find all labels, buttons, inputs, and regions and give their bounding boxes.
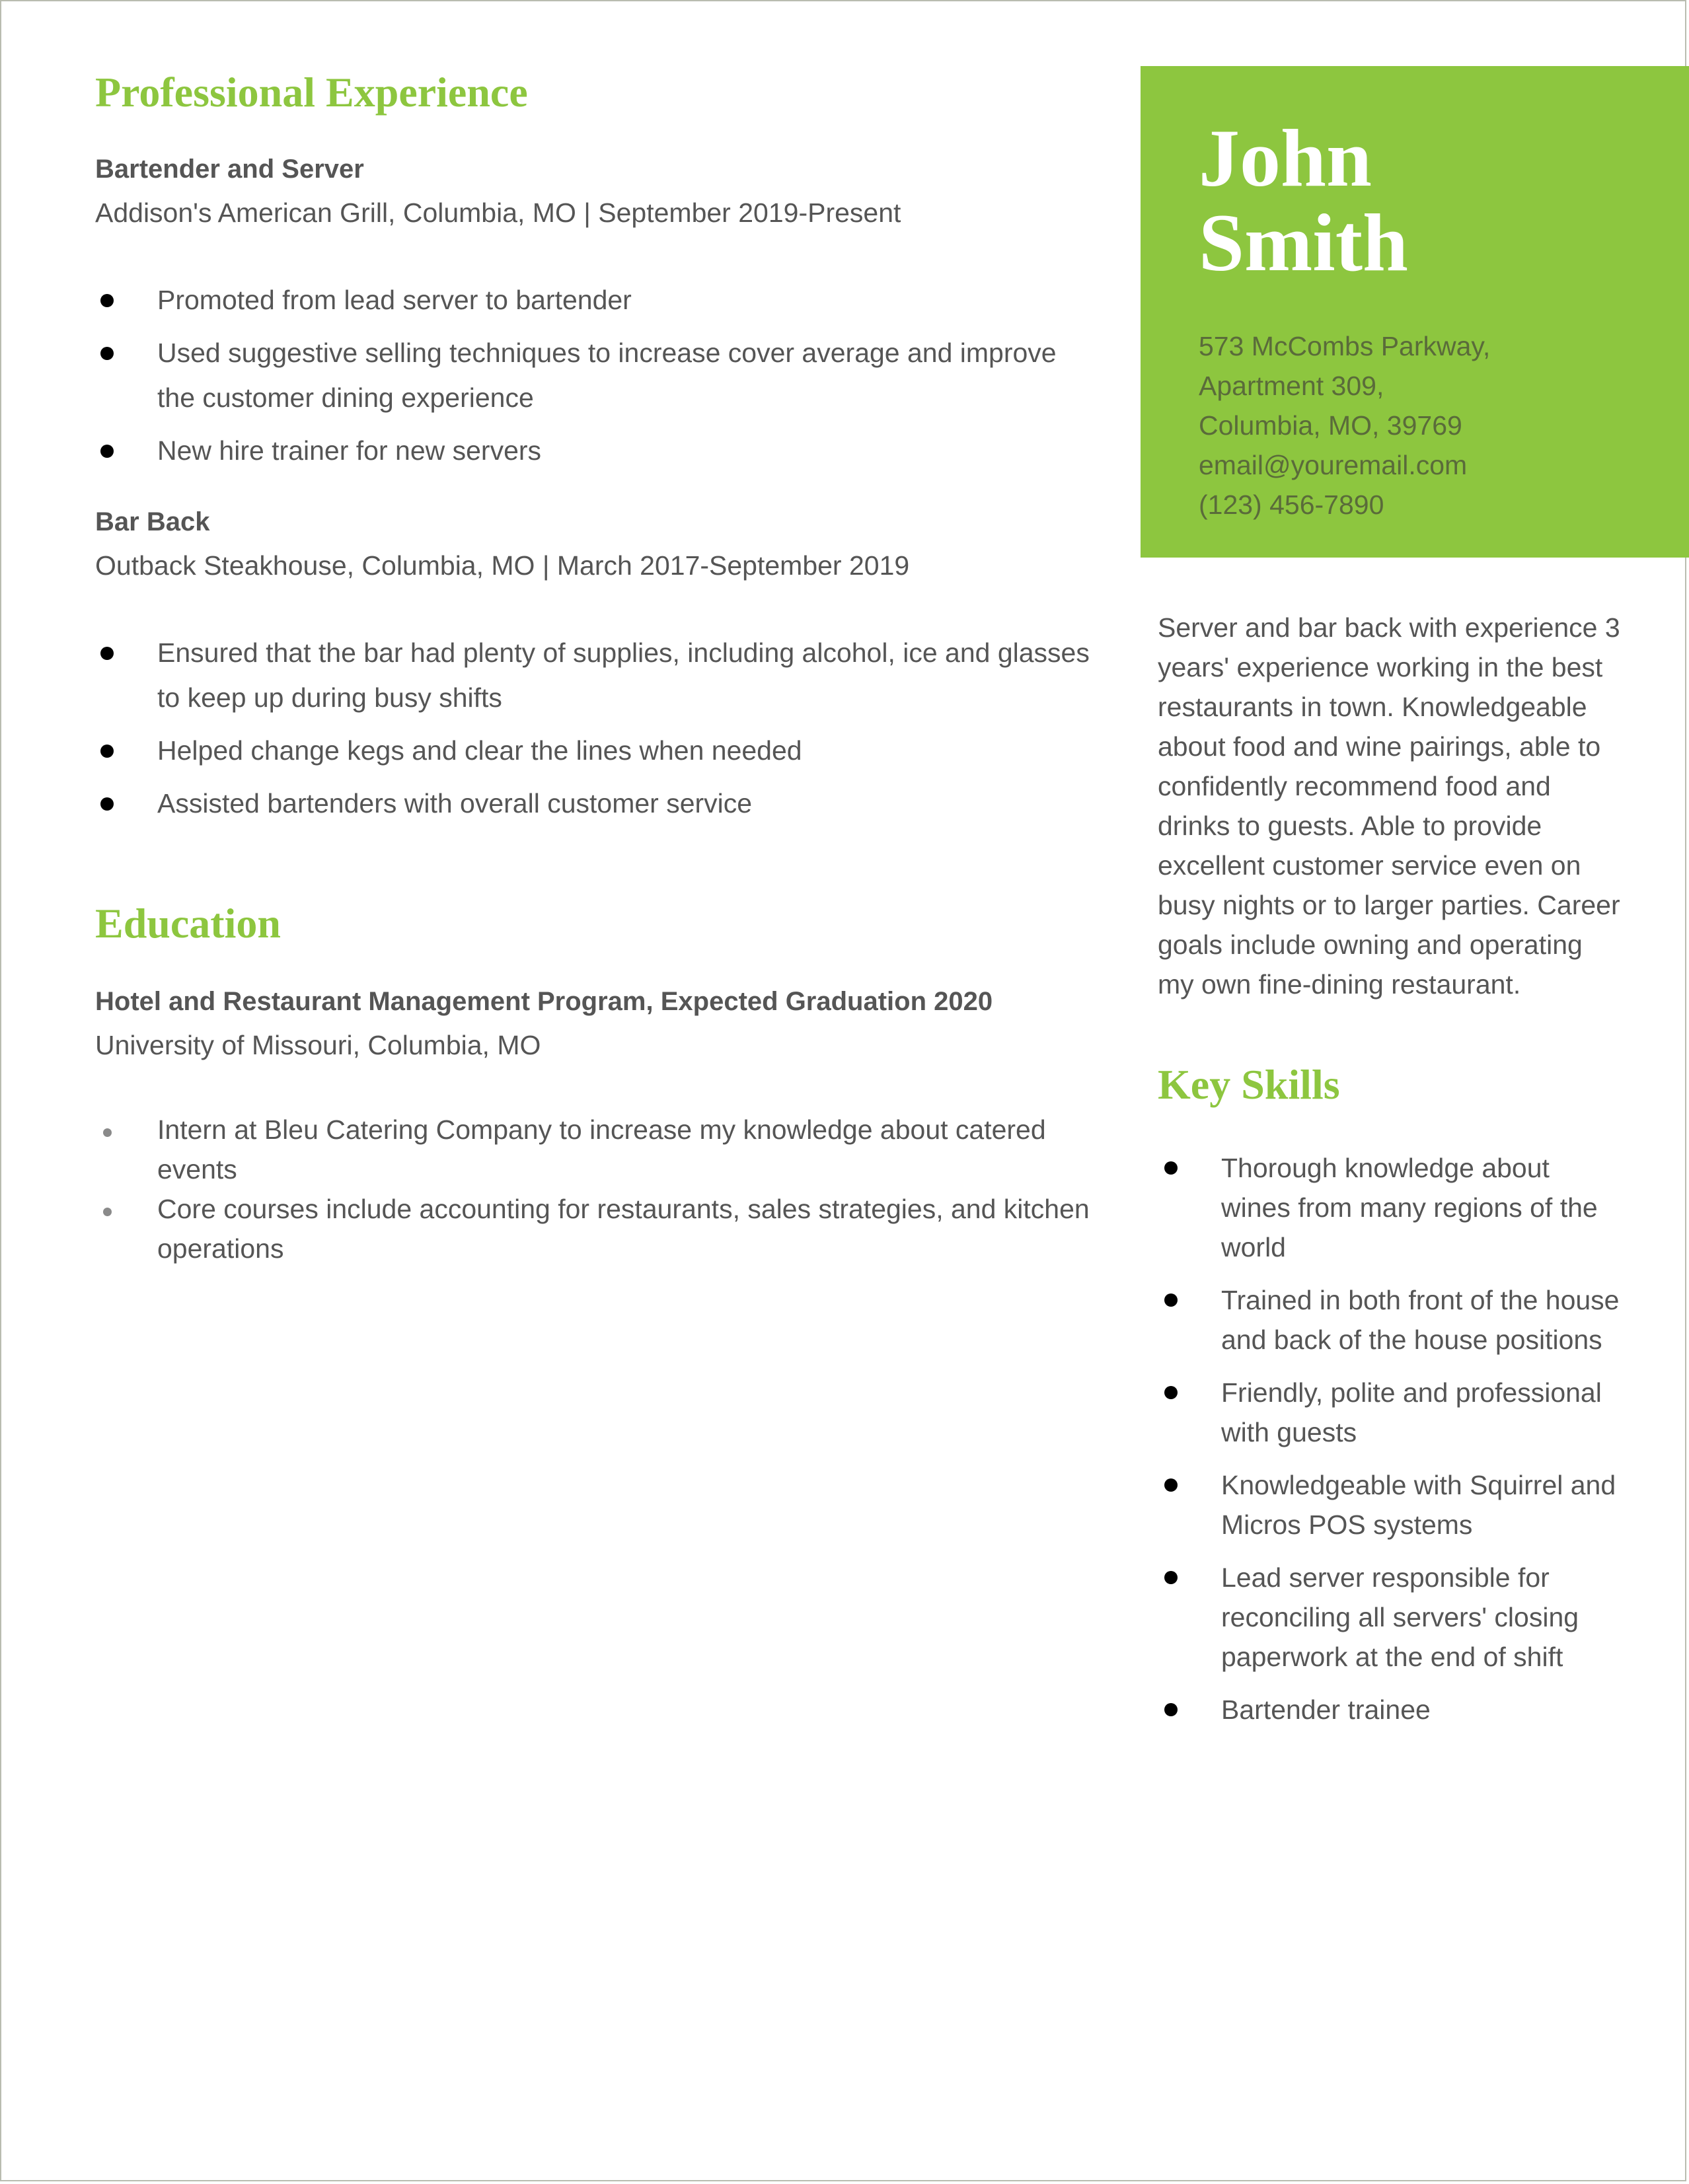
bullet-icon bbox=[1164, 1293, 1178, 1307]
skill-item: Lead server responsible for reconciling all servers' closing paperwork at the end of shift bbox=[1158, 1558, 1620, 1677]
bullet-icon bbox=[103, 1208, 112, 1216]
bullet-item: Used suggestive selling techniques to increase cover average and improve the customer dining experience bbox=[95, 330, 1100, 420]
bullet-item: New hire trainer for new servers bbox=[95, 428, 1100, 473]
summary-text: Server and bar back with experience 3 years' experience working in the best restaurants in town. Knowledgeable about food and wine pairings, able to confidently recommend food and drinks to guests. Able to provide excellent customer service even on busy nights or to larger parties. Career goals include owning and operating my own fine-dining restaurant. bbox=[1158, 612, 1620, 1000]
contact-info bbox=[1199, 326, 1689, 525]
left-column bbox=[95, 66, 1100, 1268]
bullet-icon bbox=[1164, 1703, 1178, 1716]
experience-heading: Professional Experience bbox=[95, 69, 528, 116]
bullet-icon bbox=[1164, 1571, 1178, 1584]
address-line-3: Columbia, MO, 39769 bbox=[1199, 410, 1462, 441]
education-bullets bbox=[95, 1110, 1100, 1268]
email-address[interactable]: email@youremail.com bbox=[1199, 450, 1468, 480]
name-contact-box bbox=[1141, 66, 1689, 558]
job-entry bbox=[95, 503, 1100, 826]
right-column bbox=[1158, 608, 1620, 1743]
bullet-icon bbox=[1164, 1161, 1178, 1175]
job-meta: Outback Steakhouse, Columbia, MO | March 2017-September 2019 bbox=[95, 550, 910, 581]
bullet-item: Intern at Bleu Catering Company to increase my knowledge about catered events bbox=[95, 1110, 1100, 1189]
skill-item: Thorough knowledge about wines from many regions of the world bbox=[1158, 1148, 1620, 1267]
first-name: John bbox=[1199, 113, 1372, 203]
bullet-icon bbox=[103, 1128, 112, 1137]
bullet-item: Ensured that the bar had plenty of supplies, including alcohol, ice and glasses to keep up during busy shifts bbox=[95, 630, 1100, 720]
skill-item: Bartender trainee bbox=[1158, 1690, 1620, 1729]
skill-item: Knowledgeable with Squirrel and Micros POS systems bbox=[1158, 1465, 1620, 1545]
last-name: Smith bbox=[1199, 198, 1408, 288]
bullet-icon bbox=[100, 647, 114, 660]
education-program: Hotel and Restaurant Management Program, Expected Graduation 2020 bbox=[95, 987, 993, 1016]
job-title: Bartender and Server bbox=[95, 155, 364, 184]
bullet-icon bbox=[1164, 1386, 1178, 1399]
bullet-item: Promoted from lead server to bartender bbox=[95, 277, 1100, 322]
bullet-icon bbox=[100, 347, 114, 360]
job-bullets bbox=[95, 277, 1100, 473]
job-meta: Addison's American Grill, Columbia, MO | September 2019-Present bbox=[95, 198, 901, 228]
bullet-item: Core courses include accounting for restaurants, sales strategies, and kitchen operations bbox=[95, 1189, 1100, 1268]
address-line-2: Apartment 309, bbox=[1199, 371, 1384, 401]
education-school: University of Missouri, Columbia, MO bbox=[95, 1030, 541, 1060]
job-bullets bbox=[95, 630, 1100, 826]
skills-heading: Key Skills bbox=[1158, 1061, 1340, 1108]
skills-list bbox=[1158, 1148, 1620, 1729]
bullet-item: Helped change kegs and clear the lines when needed bbox=[95, 728, 1100, 773]
education-entry bbox=[95, 983, 1100, 1268]
bullet-icon bbox=[100, 445, 114, 458]
address-line-1: 573 McCombs Parkway, bbox=[1199, 331, 1491, 361]
bullet-icon bbox=[100, 797, 114, 811]
job-entry bbox=[95, 151, 1100, 473]
skill-item: Friendly, polite and professional with guests bbox=[1158, 1373, 1620, 1452]
skill-item: Trained in both front of the house and back of the house positions bbox=[1158, 1280, 1620, 1360]
bullet-icon bbox=[100, 294, 114, 307]
education-heading: Education bbox=[95, 900, 281, 947]
job-title: Bar Back bbox=[95, 507, 210, 536]
phone-number: (123) 456-7890 bbox=[1199, 490, 1384, 520]
bullet-icon bbox=[100, 745, 114, 758]
bullet-icon bbox=[1164, 1478, 1178, 1492]
bullet-item: Assisted bartenders with overall customer service bbox=[95, 781, 1100, 826]
